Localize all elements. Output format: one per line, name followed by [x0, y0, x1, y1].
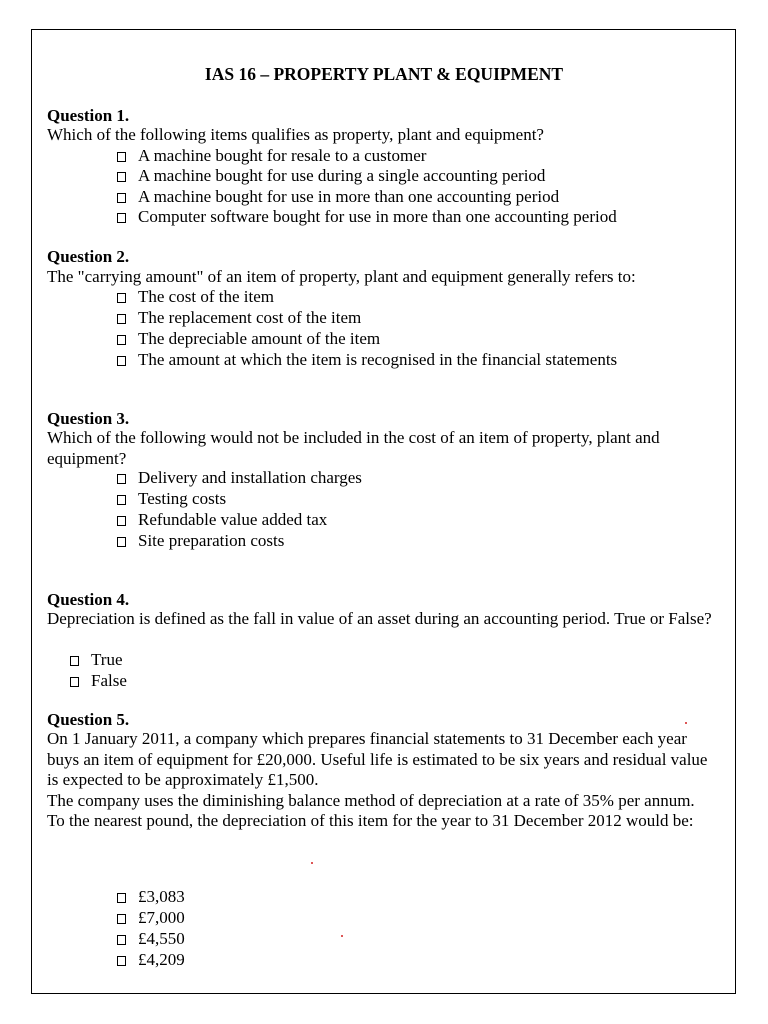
red-mark: [341, 935, 343, 937]
checkbox-icon[interactable]: [117, 193, 126, 203]
question-5-option-a[interactable]: £3,083: [117, 887, 185, 907]
checkbox-icon[interactable]: [117, 293, 126, 303]
checkbox-icon[interactable]: [117, 356, 126, 366]
question-2-option-a[interactable]: The cost of the item: [117, 287, 274, 307]
question-1-option-c[interactable]: A machine bought for use in more than one accounting period: [117, 187, 559, 207]
question-5-option-b[interactable]: £7,000: [117, 908, 185, 928]
question-3-heading: Question 3.: [47, 409, 130, 428]
question-5-text: [47, 729, 717, 832]
question-3-text: Which of the following would not be included in the cost of an item of property, plant and equipment?: [47, 428, 660, 468]
question-5-paragraph: To the nearest pound, the depreciation of this item for the year to 31 December 2012 would be:: [47, 811, 694, 830]
checkbox-icon[interactable]: [117, 152, 126, 162]
question-2-option-d[interactable]: The amount at which the item is recognised in the financial statements: [117, 350, 617, 370]
checkbox-icon[interactable]: [70, 677, 79, 687]
question-1-heading: Question 1.: [47, 106, 130, 125]
red-mark: [685, 722, 687, 724]
question-2-heading: Question 2.: [47, 247, 130, 266]
checkbox-icon[interactable]: [117, 956, 126, 966]
question-1-option-b[interactable]: A machine bought for use during a single accounting period: [117, 166, 545, 186]
question-2-option-b[interactable]: The replacement cost of the item: [117, 308, 361, 328]
question-5-option-c[interactable]: £4,550: [117, 929, 185, 949]
question-2-option-c[interactable]: The depreciable amount of the item: [117, 329, 380, 349]
checkbox-icon[interactable]: [117, 314, 126, 324]
page-title: IAS 16 – PROPERTY PLANT & EQUIPMENT: [204, 64, 564, 84]
question-4-option-true[interactable]: True: [70, 650, 123, 670]
checkbox-icon[interactable]: [70, 656, 79, 666]
question-5-option-d[interactable]: £4,209: [117, 950, 185, 970]
checkbox-icon[interactable]: [117, 335, 126, 345]
checkbox-icon[interactable]: [117, 537, 126, 547]
question-3-option-c[interactable]: Refundable value added tax: [117, 510, 327, 530]
checkbox-icon[interactable]: [117, 172, 126, 182]
red-mark: [311, 862, 313, 864]
question-1-option-a[interactable]: A machine bought for resale to a customer: [117, 146, 426, 166]
checkbox-icon[interactable]: [117, 516, 126, 526]
question-1-text: Which of the following items qualifies as property, plant and equipment?: [47, 125, 544, 144]
checkbox-icon[interactable]: [117, 914, 126, 924]
checkbox-icon[interactable]: [117, 474, 126, 484]
checkbox-icon[interactable]: [117, 213, 126, 223]
question-3-option-a[interactable]: Delivery and installation charges: [117, 468, 362, 488]
question-4-heading: Question 4.: [47, 590, 130, 609]
checkbox-icon[interactable]: [117, 893, 126, 903]
question-3-option-b[interactable]: Testing costs: [117, 489, 226, 509]
question-5-heading: Question 5.: [47, 710, 130, 729]
question-5-paragraph: The company uses the diminishing balance method of depreciation at a rate of 35% per annum.: [47, 790, 695, 810]
checkbox-icon[interactable]: [117, 935, 126, 945]
question-4-text: Depreciation is defined as the fall in value of an asset during an accounting period. True or False?: [47, 609, 712, 628]
checkbox-icon[interactable]: [117, 495, 126, 505]
question-3-option-d[interactable]: Site preparation costs: [117, 531, 284, 551]
question-5-paragraph: On 1 January 2011, a company which prepares financial statements to 31 December each year buys an item of equipment for £20,000. Useful life is estimated to be six years and residual value is expected to be approximately £1,500.: [47, 729, 708, 789]
question-2-text: The "carrying amount" of an item of property, plant and equipment generally refers to:: [47, 267, 636, 286]
question-1-option-d[interactable]: Computer software bought for use in more than one accounting period: [117, 207, 617, 227]
question-4-option-false[interactable]: False: [70, 671, 127, 691]
